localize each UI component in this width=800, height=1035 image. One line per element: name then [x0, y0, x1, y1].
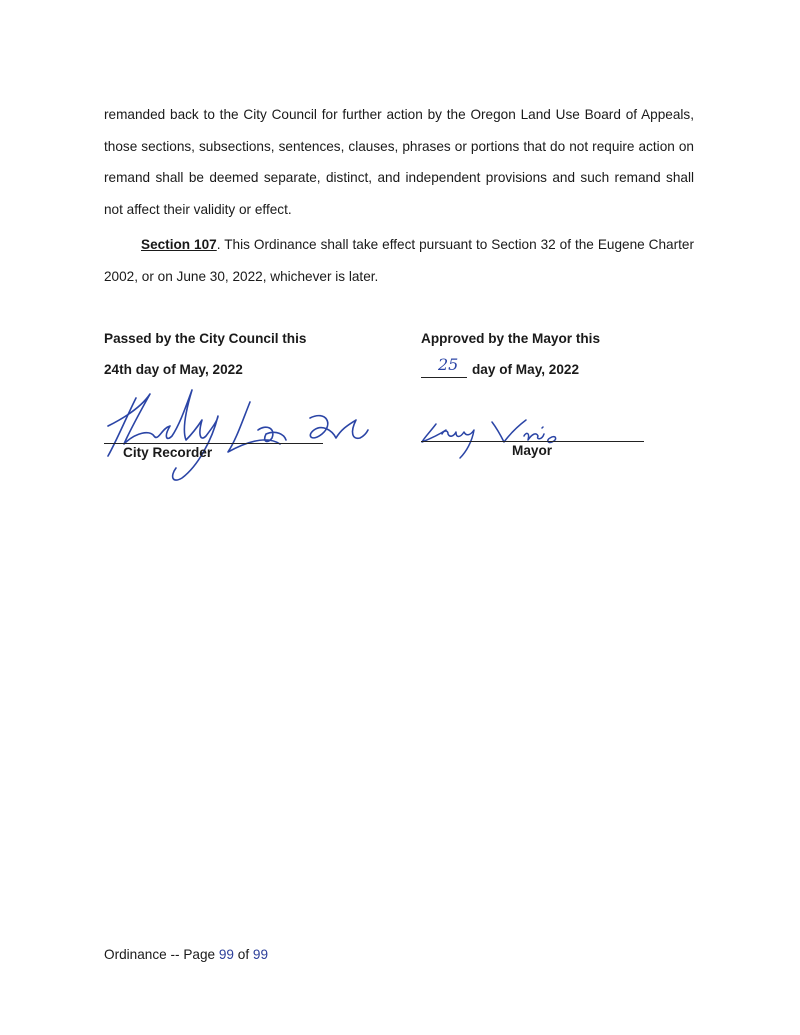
section-107-label: Section 107	[141, 237, 217, 252]
mayor-signature-line	[421, 441, 644, 442]
city-recorder-signature-line	[104, 443, 323, 444]
paragraph-effective-date	[104, 229, 694, 292]
passed-heading: Passed by the City Council this	[104, 331, 307, 346]
approved-heading: Approved by the Mayor this	[421, 331, 601, 346]
page-total: 99	[252, 947, 269, 962]
day-blank-line	[421, 377, 467, 378]
footer-of: of	[237, 947, 250, 962]
approved-date: day of May, 2022	[472, 362, 580, 377]
page-current: 99	[218, 947, 234, 962]
paragraph-severability: remanded back to the City Council for further action by the Oregon Land Use Board of Appeals, those sections, subsections, sentences, clauses, phrases or portions that do not require action on remand shall be deemed separate, distinct, and independent provisions and such remand shall not affect their validity or effect.	[104, 107, 694, 217]
mayor-title: Mayor	[512, 443, 553, 458]
page-footer	[104, 947, 268, 962]
section-punct: .	[216, 237, 221, 252]
mayor-signature	[418, 408, 578, 458]
passed-date: 24th day of May, 2022	[104, 362, 243, 377]
city-recorder-title: City Recorder	[123, 445, 213, 460]
city-recorder-signature	[100, 380, 370, 492]
section-107-text: This Ordinance shall take effect pursuant to Section 32 of the Eugene Charter 2002, or on June 30, 2022, whichever is later.	[104, 237, 694, 284]
footer-prefix: Ordinance -- Page	[104, 947, 216, 962]
handwritten-day: 25	[438, 355, 459, 374]
